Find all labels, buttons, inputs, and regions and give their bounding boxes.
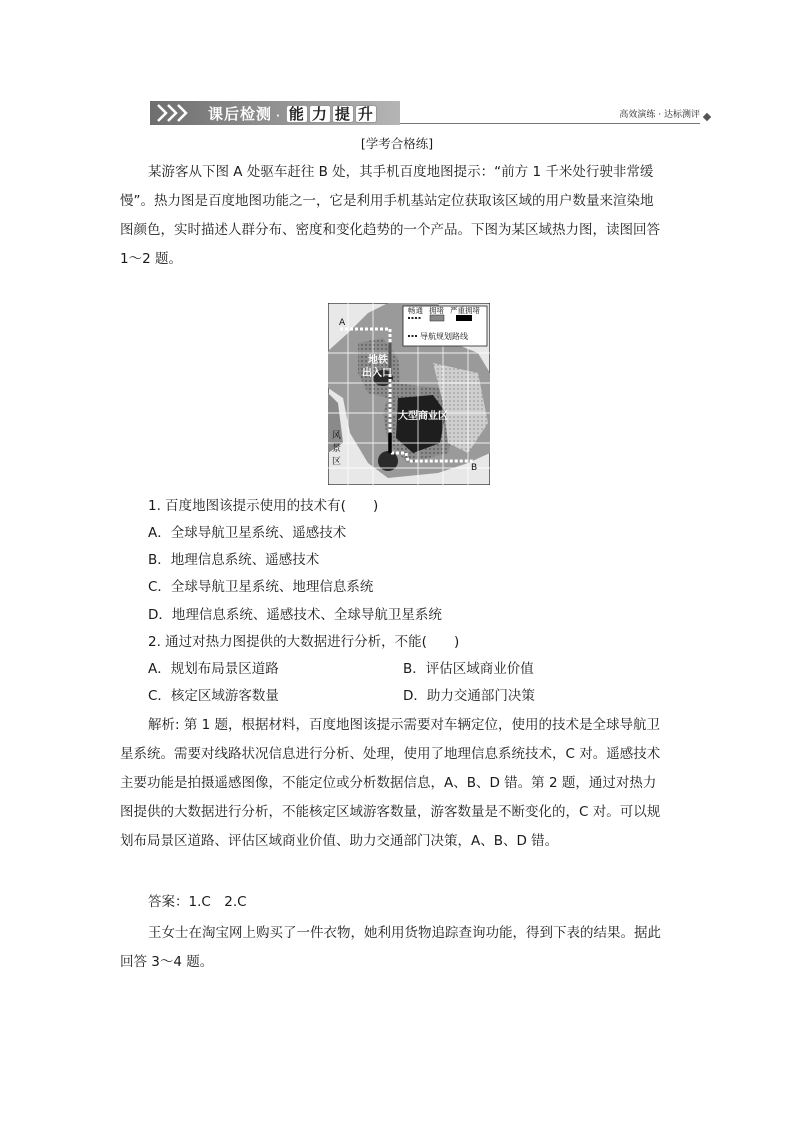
section-banner: [150, 101, 710, 125]
legend-label: 严重拥堵: [450, 306, 480, 315]
metro-label: 地铁: [368, 355, 388, 366]
intro-paragraph: [120, 158, 680, 274]
question-1-option: A．全球导航卫星系统、遥感技术: [148, 525, 347, 541]
banner-title-text: 课后检测: [208, 105, 273, 123]
question-1-stem: 1. 百度地图该提示使用的技术有( ): [148, 498, 379, 514]
metro-label: 出入口: [362, 368, 392, 379]
question-1-option: C．全球导航卫星系统、地理信息系统: [148, 579, 374, 595]
question-1-option: D．地理信息系统、遥感技术、全球导航卫星系统: [148, 607, 442, 623]
legend-swatch-congested: [430, 315, 444, 321]
text-line: 王女士在淘宝网上购买了一件衣物，她利用货物追踪查询功能，得到下表的结果。据此: [148, 925, 661, 941]
banner-box-char: 提: [332, 105, 354, 123]
question-1-option: B．地理信息系统、遥感技术: [148, 552, 320, 568]
scenic-label: 风: [332, 431, 342, 441]
legend-label: 拥堵: [429, 306, 444, 315]
text-line: 1～2 题。: [120, 251, 182, 267]
legend-swatch-severe: [456, 315, 472, 321]
text-line: 解析: 第 1 题，根据材料，百度地图该提示需要对车辆定位，使用的技术是全球导航卫: [148, 717, 661, 733]
diamond-icon: [703, 113, 711, 121]
banner-box-char: 升: [355, 105, 377, 123]
text-line: 星系统。需要对线路状况信息进行分析、处理，使用了地理信息系统技术，C 对。遥感技术: [120, 746, 661, 762]
mall-label: 大型商业区: [398, 411, 448, 422]
legend-label: 畅通: [408, 306, 423, 315]
answer-line: 答案：1.C 2.C: [148, 894, 247, 910]
scenic-label: 景: [332, 444, 342, 454]
banner-title: [208, 103, 377, 124]
text-line: 划布局景区道路、评估区域商业价值、助力交通部门决策，A、B、D 错。: [120, 833, 559, 849]
explanation-paragraph: [120, 711, 680, 856]
point-label-a: A: [339, 318, 346, 328]
question-2-option: D．助力交通部门决策: [403, 688, 535, 704]
banner-box-char: 能: [286, 105, 308, 123]
text-line: 慢”。热力图是百度地图功能之一，它是利用手机基站定位获取该区域的用户数量来渲染地: [120, 193, 654, 209]
question-2-option: B．评估区域商业价值: [403, 661, 534, 677]
heat-map-figure: [328, 303, 490, 485]
section-tag: [学考合格练]: [360, 136, 434, 151]
legend-label-route: 导航规划路线: [420, 332, 468, 341]
scenic-label: 区: [332, 457, 342, 467]
text-line: 图颜色，实时描述人群分布、密度和变化趋势的一个产品。下图为某区域热力图，读图回答: [120, 222, 660, 238]
next-intro-paragraph: [120, 919, 680, 977]
text-line: 某游客从下图 A 处驱车赶往 B 处，其手机百度地图提示：“前方 1 千米处行驶非常缓: [148, 164, 654, 180]
text-line: 图提供的大数据进行分析，不能核定区域游客数量，游客数量是不断变化的，C 对。可以规: [120, 804, 661, 820]
banner-title-dot: ·: [276, 111, 281, 122]
banner-rule: [400, 123, 700, 124]
chevron-right-icon: [176, 104, 188, 122]
banner-box-char: 力: [309, 105, 331, 123]
question-2-stem: 2. 通过对热力图提供的大数据进行分析，不能( ): [148, 634, 460, 650]
text-line: 主要功能是拍摄遥感图像，不能定位或分析数据信息，A、B、D 错。第 2 题，通过对热力: [120, 775, 657, 791]
text-line: 回答 3～4 题。: [120, 954, 214, 970]
question-2-option: A．规划布局景区道路: [148, 661, 279, 677]
banner-subtitle: 高效演练 · 达标测评: [619, 110, 700, 120]
question-2-option: C．核定区域游客数量: [148, 688, 279, 704]
point-label-b: B: [471, 463, 478, 473]
